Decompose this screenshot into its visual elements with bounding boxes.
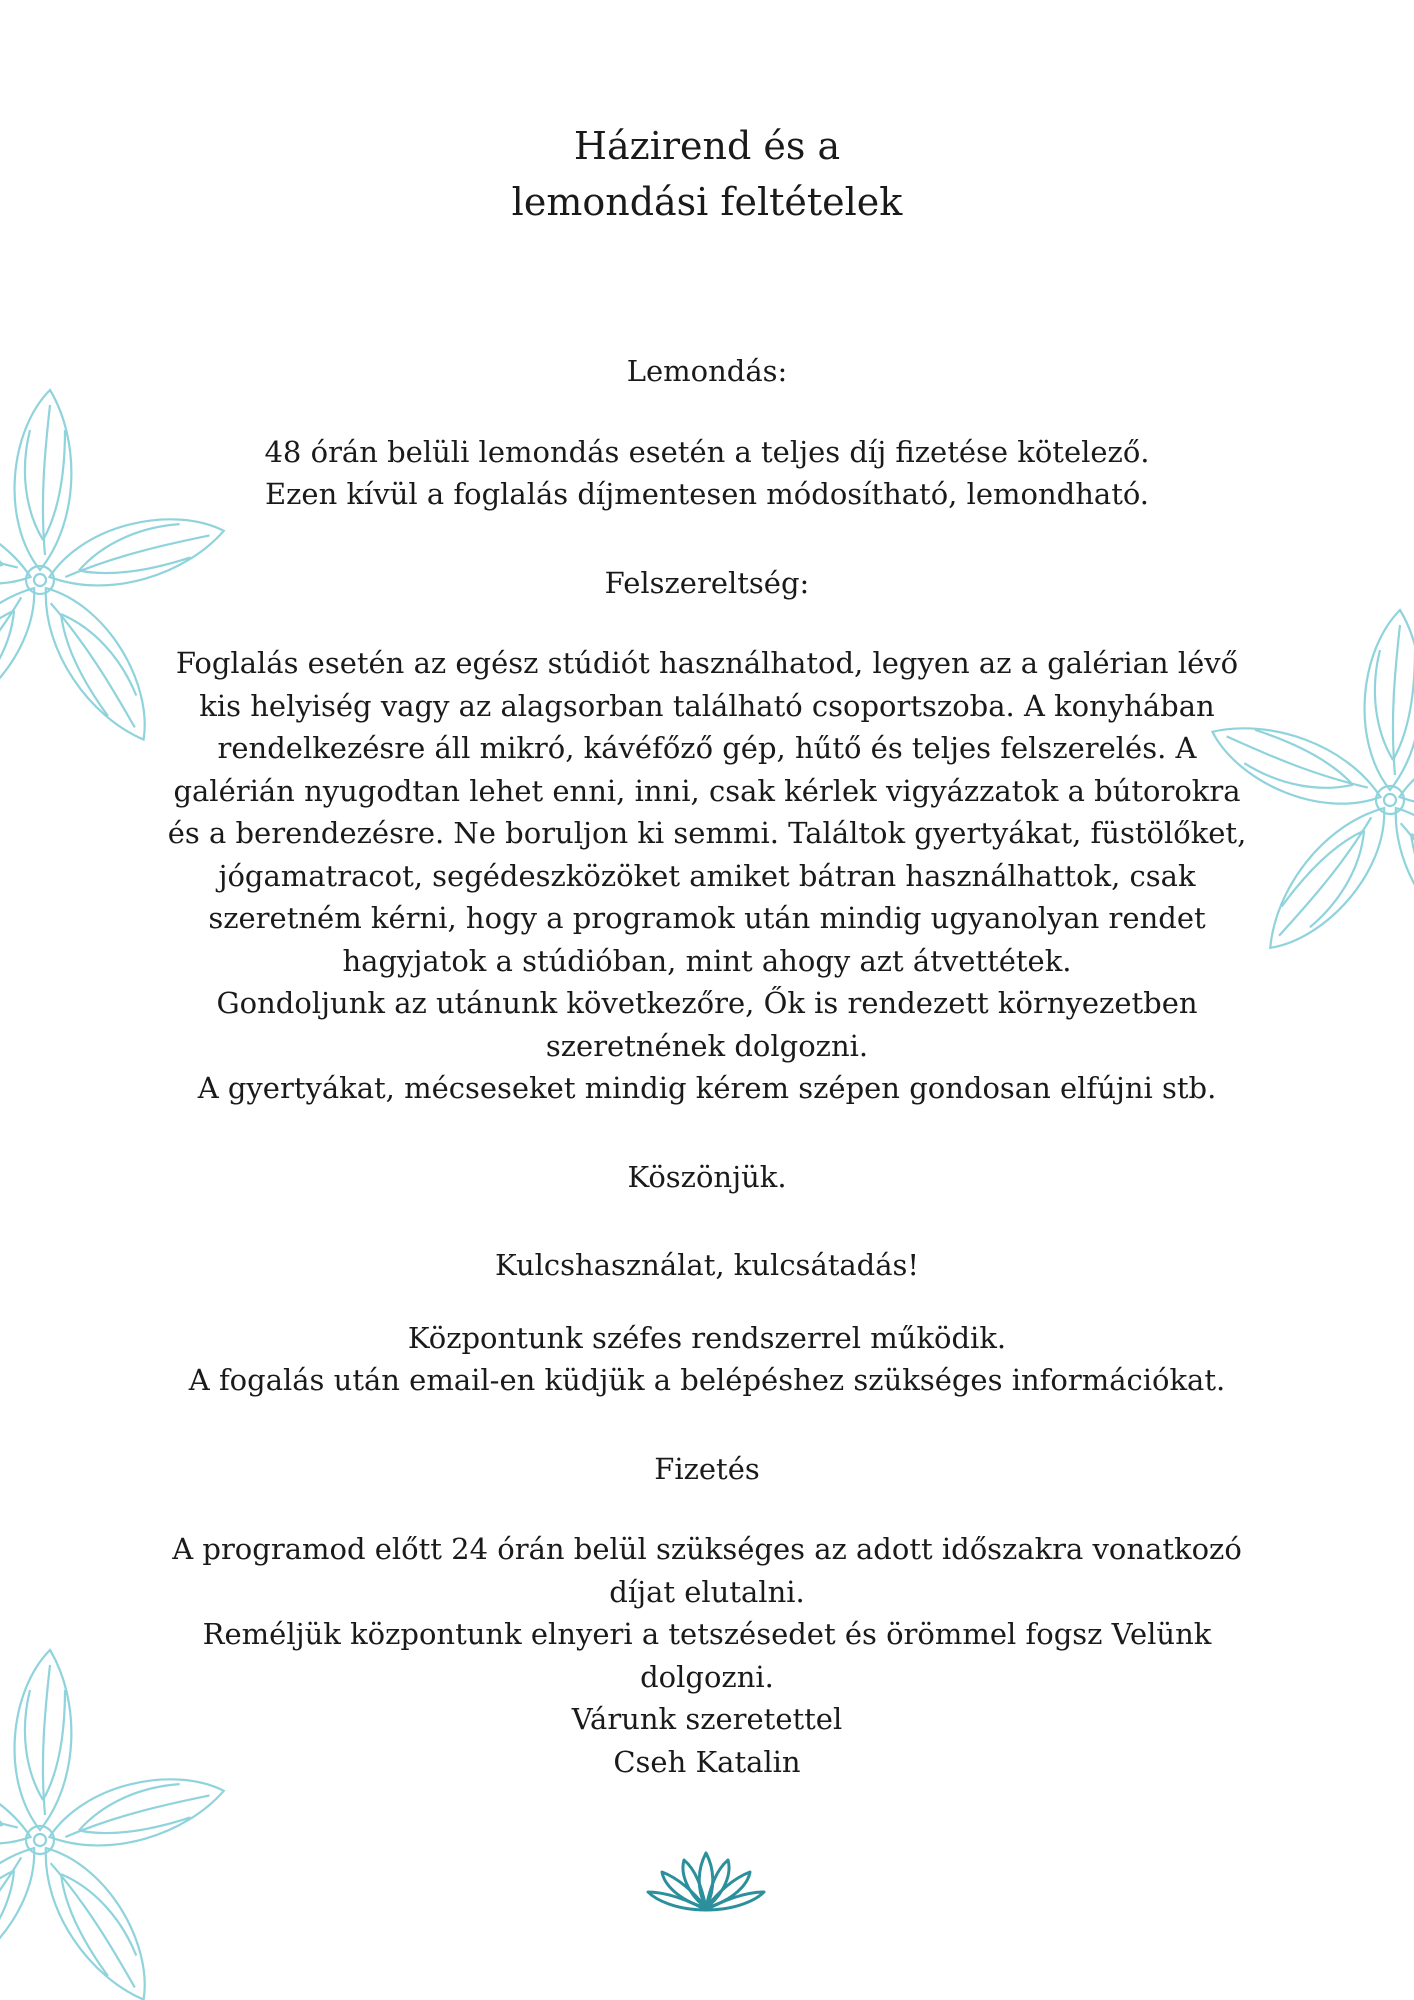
text-line: jógamatracot, segédeszközöket amiket bátran használhattok, csak (218, 858, 1196, 893)
text-line: díjat elutalni. (609, 1574, 805, 1609)
text-line: és a berendezésre. Ne boruljon ki semmi. Találtok gyertyákat, füstölőket, (167, 816, 1247, 850)
section-heading-equipment: Felszereltség: (604, 565, 810, 600)
section-text-payment (130, 1528, 1284, 1783)
section-heading-payment: Fizetés (654, 1451, 760, 1486)
text-line: A programod előtt 24 órán belül szükséges az adott időszakra vonatkozó (172, 1532, 1242, 1566)
lotus-icon (646, 1848, 766, 1918)
text-line: kis helyiség vagy az alagsorban található csoportszoba. A konyhában (199, 688, 1215, 723)
text-line: Ezen kívül a foglalás díjmentesen módosítható, lemondható. (264, 477, 1150, 511)
text-line: Foglalás esetén az egész stúdiót használhatod, legyen az a galérian lévő (175, 646, 1239, 680)
thanks-text: Köszönjük. (627, 1159, 787, 1194)
text-line: szeretnének dolgozni. (545, 1028, 869, 1063)
signature-name: Cseh Katalin (613, 1744, 801, 1779)
text-line: Gondoljunk az utánunk következőre, Ők is rendezett környezetben (216, 986, 1198, 1020)
section-heading-cancellation: Lemondás: (626, 354, 788, 388)
document-body (130, 118, 1284, 1783)
section-text-equipment (130, 642, 1284, 1110)
section-text-keys (130, 1317, 1284, 1402)
text-line: szeretném kérni, hogy a programok után mindig ugyanolyan rendet (208, 901, 1206, 935)
text-line: dolgozni. (640, 1659, 774, 1694)
section-heading-keys: Kulcshasználat, kulcsátadás! (494, 1248, 920, 1282)
signoff-text: Várunk szeretettel (571, 1702, 843, 1736)
title-line: lemondási feltételek (511, 180, 903, 224)
text-line: Központunk széfes rendszerrel működik. (407, 1320, 1007, 1355)
title-line: Házirend és a (573, 124, 841, 168)
text-line: hagyjatok a stúdióban, mint ahogy azt átvettétek. (342, 943, 1072, 978)
text-line: galérián nyugodtan lehet enni, inni, csak kérlek vigyázzatok a bútorokra (173, 773, 1241, 808)
text-line: 48 órán belüli lemondás esetén a teljes díj fizetése kötelező. (264, 434, 1150, 469)
section-text-cancellation (130, 431, 1284, 516)
text-line: A fogalás után email-en küdjük a belépéshez szükséges információkat. (188, 1363, 1226, 1397)
text-line: Reméljük központunk elnyeri a tetszésedet és örömmel fogsz Velünk (202, 1617, 1212, 1651)
text-line: rendelkezésre áll mikró, kávéfőző gép, hűtő és teljes felszerelés. A (217, 731, 1197, 765)
text-line: A gyertyákat, mécseseket mindig kérem szépen gondosan elfújni stb. (197, 1071, 1217, 1105)
page-title (130, 118, 1284, 230)
